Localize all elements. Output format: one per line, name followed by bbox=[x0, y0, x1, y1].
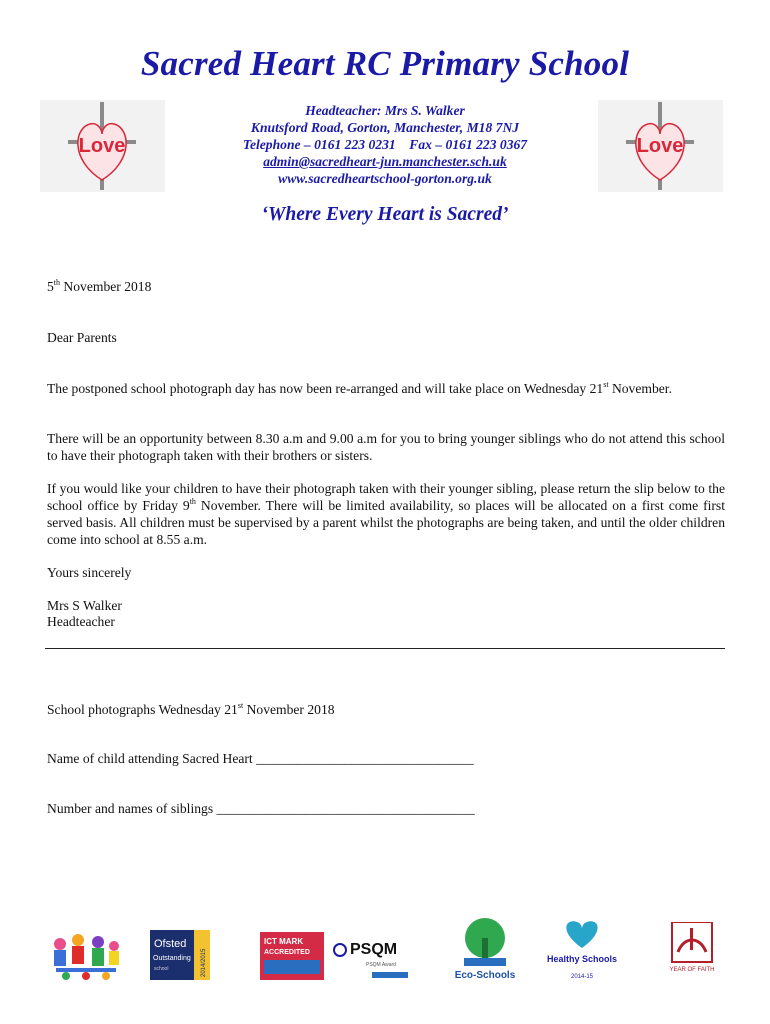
svg-text:PSQM: PSQM bbox=[350, 941, 398, 958]
love-logo-right bbox=[598, 100, 723, 192]
website-line[interactable]: www.sacredheartschool-gorton.org.uk bbox=[278, 171, 492, 186]
svg-text:Outstanding: Outstanding bbox=[153, 955, 191, 962]
address-line: Knutsford Road, Gorton, Manchester, M18 7NJ bbox=[250, 120, 520, 135]
ofsted-logo bbox=[150, 930, 210, 985]
year-of-faith-logo bbox=[666, 922, 718, 979]
svg-text:Ofsted: Ofsted bbox=[154, 938, 187, 950]
headteacher-line: Headteacher: Mrs S. Walker bbox=[305, 103, 465, 118]
letter-date: 5th November 2018 bbox=[47, 278, 152, 294]
contact-block bbox=[160, 102, 610, 187]
child-name-label: Name of child attending Sacred Heart bbox=[47, 751, 253, 766]
svg-text:Love: Love bbox=[78, 135, 126, 157]
school-name: Sacred Heart RC Primary School bbox=[140, 44, 630, 83]
email-link[interactable]: admin@sacredheart-jun.manchester.sch.uk bbox=[263, 154, 507, 169]
svg-text:2014-15: 2014-15 bbox=[570, 974, 594, 980]
svg-text:Love: Love bbox=[636, 135, 684, 157]
paragraph-2: There will be an opportunity between 8.30 a.m and 9.00 a.m for you to bring younger siblings who do not attend this school to have their photograph taken with their brothers or sisters. bbox=[47, 431, 725, 463]
svg-text:PSQM Award: PSQM Award bbox=[366, 962, 396, 968]
slip-heading: School photographs Wednesday 21st November 2018 bbox=[47, 701, 335, 717]
signatory-name: Mrs S Walker bbox=[47, 598, 122, 613]
children-art-logo bbox=[46, 930, 124, 987]
cut-line bbox=[45, 648, 725, 649]
eco-schools-logo bbox=[452, 912, 518, 987]
psqm-logo bbox=[330, 932, 410, 985]
paragraph-1: The postponed school photograph day has now been re-arranged and will take place on Wednesday 21st November. bbox=[47, 380, 672, 396]
svg-text:school: school bbox=[154, 966, 169, 972]
love-logo-left bbox=[40, 100, 165, 192]
closing: Yours sincerely bbox=[47, 565, 132, 580]
school-motto: ‘Where Every Heart is Sacred’ bbox=[261, 204, 509, 225]
svg-text:Eco-Schools: Eco-Schools bbox=[454, 970, 516, 981]
ict-mark-logo bbox=[260, 932, 324, 985]
svg-text:YEAR OF FAITH: YEAR OF FAITH bbox=[669, 967, 715, 973]
salutation: Dear Parents bbox=[47, 330, 117, 345]
siblings-field[interactable] bbox=[47, 801, 475, 817]
child-name-field[interactable] bbox=[47, 751, 474, 767]
signatory-title: Headteacher bbox=[47, 614, 115, 629]
siblings-blank[interactable]: ______________________________________ bbox=[216, 801, 475, 816]
svg-text:ICT MARK: ICT MARK bbox=[264, 937, 304, 946]
telephone-line: Telephone – 0161 223 0231 Fax – 0161 223 0367 bbox=[242, 137, 528, 152]
svg-text:Healthy Schools: Healthy Schools bbox=[546, 954, 618, 964]
svg-text:2014/2015: 2014/2015 bbox=[201, 948, 207, 977]
siblings-label: Number and names of siblings bbox=[47, 801, 214, 816]
paragraph-3: If you would like your children to have their photograph taken with their younger sibling, please return the slip below to the school office by Friday 9th November. There will be limited availability, so places will be allocated on a first come first served basis. All children must be supervised by a parent whilst the photographs are being taken, and until the older children come into school at 8.55 a.m. bbox=[47, 481, 726, 547]
svg-text:ACCREDITED: ACCREDITED bbox=[264, 949, 310, 956]
healthy-schools-logo bbox=[543, 918, 621, 989]
child-name-blank[interactable]: ________________________________ bbox=[256, 751, 474, 766]
